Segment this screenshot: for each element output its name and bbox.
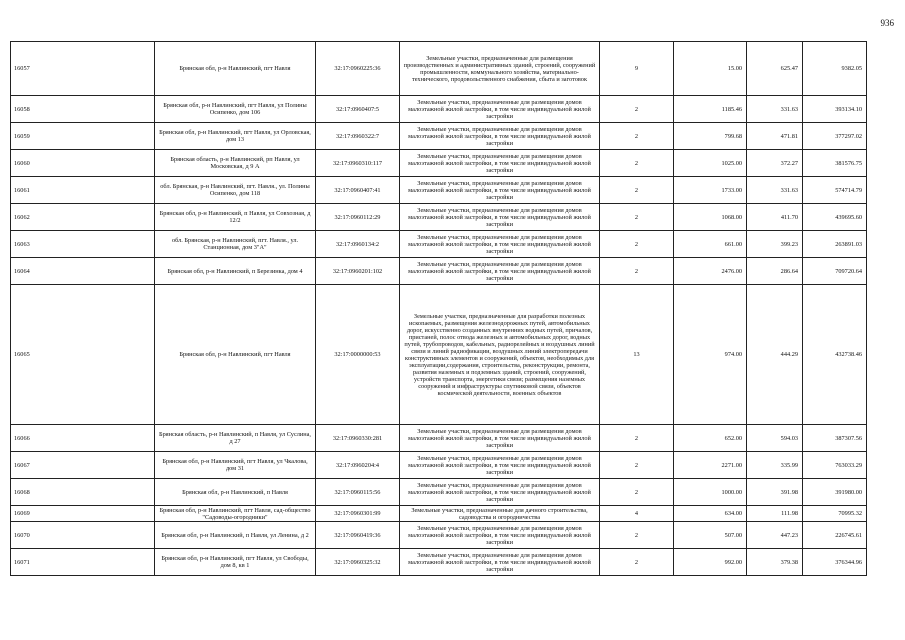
category-cell: 9: [600, 42, 674, 96]
specific-value-cell: 447.23: [747, 522, 803, 549]
cadastral-value-cell: 574714.79: [803, 177, 867, 204]
table-row: [11, 506, 867, 522]
page-number: 936: [880, 18, 894, 28]
area-cell: 634.00: [674, 506, 747, 522]
address-cell: Брянская обл, р-н Навлинский, пгт Навля, ул Свободы, дом 8, кв 1: [155, 549, 316, 576]
row-number: 16059: [11, 123, 155, 150]
row-number: 16066: [11, 425, 155, 452]
land-use-cell: Земельные участки, предназначенные для размещения домов малоэтажной жилой застройки, в том числе индивидуальной жилой застройки: [400, 177, 600, 204]
cadastral-number-cell: 32:17:0960201:102: [316, 258, 400, 285]
cadastral-number-cell: 32:17:0960115:56: [316, 479, 400, 506]
cadastral-number-cell: 32:17:0960322:7: [316, 123, 400, 150]
category-cell: 2: [600, 177, 674, 204]
land-use-cell: Земельные участки, предназначенные для размещения домов малоэтажной жилой застройки, в том числе индивидуальной жилой застройки: [400, 204, 600, 231]
address-cell: Брянская обл, р-н Навлинский, пгт Навля: [155, 285, 316, 425]
table-row: [11, 204, 867, 231]
cadastral-value-cell: 709720.64: [803, 258, 867, 285]
specific-value-cell: 471.81: [747, 123, 803, 150]
category-cell: 2: [600, 452, 674, 479]
row-number: 16070: [11, 522, 155, 549]
category-cell: 2: [600, 549, 674, 576]
row-number: 16069: [11, 506, 155, 522]
cadastral-number-cell: 32:17:0960134:2: [316, 231, 400, 258]
cadastral-value-cell: 763033.29: [803, 452, 867, 479]
table-row: [11, 258, 867, 285]
row-number: 16071: [11, 549, 155, 576]
address-cell: обл. Брянская, р-н Навлинский, пгт. Навля., ул. Полины Осипенко, дом 118: [155, 177, 316, 204]
table-row: [11, 452, 867, 479]
cadastral-number-cell: 32:17:0960325:32: [316, 549, 400, 576]
category-cell: 13: [600, 285, 674, 425]
category-cell: 2: [600, 258, 674, 285]
cadastral-value-cell: 432738.46: [803, 285, 867, 425]
specific-value-cell: 379.38: [747, 549, 803, 576]
land-use-cell: Земельные участки, предназначенные для размещения домов малоэтажной жилой застройки, в том числе индивидуальной жилой застройки: [400, 231, 600, 258]
cadastral-number-cell: 32:17:0000000:53: [316, 285, 400, 425]
cadastral-value-cell: 263891.03: [803, 231, 867, 258]
area-cell: 652.00: [674, 425, 747, 452]
land-use-cell: Земельные участки, предназначенные для дачного строительства, садоводства и огородничества: [400, 506, 600, 522]
category-cell: 4: [600, 506, 674, 522]
land-use-cell: Земельные участки, предназначенные для размещения домов малоэтажной жилой застройки, в том числе индивидуальной жилой застройки: [400, 425, 600, 452]
area-cell: 1025.00: [674, 150, 747, 177]
specific-value-cell: 372.27: [747, 150, 803, 177]
specific-value-cell: 331.63: [747, 177, 803, 204]
category-cell: 2: [600, 123, 674, 150]
specific-value-cell: 444.29: [747, 285, 803, 425]
address-cell: Брянская обл, р-н Навлинский, пгт Навля: [155, 42, 316, 96]
cadastral-value-cell: 393134.10: [803, 96, 867, 123]
area-cell: 799.68: [674, 123, 747, 150]
row-number: 16068: [11, 479, 155, 506]
address-cell: Брянская обл, р-н Навлинский, пгт Навля, сад-общество "Садоводы-огородники": [155, 506, 316, 522]
cadastral-number-cell: 32:17:0960112:29: [316, 204, 400, 231]
specific-value-cell: 335.99: [747, 452, 803, 479]
cadastral-number-cell: 32:17:0960310:117: [316, 150, 400, 177]
cadastral-number-cell: 32:17:0960301:99: [316, 506, 400, 522]
cadastral-number-cell: 32:17:0960330:281: [316, 425, 400, 452]
land-use-cell: Земельные участки, предназначенные для размещения производственных и административных зданий, строений, сооружений промышленности, коммунального хозяйства, материально-технического, продовольственного снабжения, сбыта и заготовок: [400, 42, 600, 96]
land-use-cell: Земельные участки, предназначенные для разработки полезных ископаемых, размещения железнодорожных путей, автомобильных дорог, искусственно созданных внутренних водных путей, причалов, пристаней, полос отвода железных и автомобильных дорог, водных путей, трубопроводов, кабельных, радиорелейных и воздушных линий связи и линий радиофикации, воздушных линий электропередачи конструктивных элементов и сооружений, объектов, необходимых для эксплуатации,содержания, строительства, реконструкции, ремонта, развития наземных и подземных зданий, строений, сооружений, устройств транспорта, энергетики связи; размещения наземных сооружений и инфраструктуры спутниковой связи, объектов космической деятельности, военных объектов: [400, 285, 600, 425]
area-cell: 15.00: [674, 42, 747, 96]
address-cell: Брянская область, р-н Навлинский, п Навля, ул Суслина, д 27: [155, 425, 316, 452]
cadastral-value-cell: 226745.61: [803, 522, 867, 549]
area-cell: 1185.46: [674, 96, 747, 123]
cadastral-value-cell: 387307.56: [803, 425, 867, 452]
land-use-cell: Земельные участки, предназначенные для размещения домов малоэтажной жилой застройки, в том числе индивидуальной жилой застройки: [400, 150, 600, 177]
area-cell: 1733.00: [674, 177, 747, 204]
cadastral-value-cell: 391980.00: [803, 479, 867, 506]
cadastral-number-cell: 32:17:0960225:36: [316, 42, 400, 96]
specific-value-cell: 399.23: [747, 231, 803, 258]
specific-value-cell: 391.98: [747, 479, 803, 506]
row-number: 16063: [11, 231, 155, 258]
address-cell: Брянская обл, р-н Навлинский, п Березинка, дом 4: [155, 258, 316, 285]
table-row: [11, 522, 867, 549]
address-cell: Брянская обл, р-н Навлинский, п Навля: [155, 479, 316, 506]
row-number: 16060: [11, 150, 155, 177]
category-cell: 2: [600, 96, 674, 123]
cadastral-value-cell: 381576.75: [803, 150, 867, 177]
row-number: 16058: [11, 96, 155, 123]
cadastral-value-cell: 376344.96: [803, 549, 867, 576]
table-row: [11, 42, 867, 96]
specific-value-cell: 594.03: [747, 425, 803, 452]
category-cell: 2: [600, 204, 674, 231]
specific-value-cell: 286.64: [747, 258, 803, 285]
cadastral-number-cell: 32:17:0960204:4: [316, 452, 400, 479]
address-cell: Брянская обл, р-н Навлинский, пгт Навля, ул Орловская, дом 13: [155, 123, 316, 150]
specific-value-cell: 111.98: [747, 506, 803, 522]
table-row: [11, 150, 867, 177]
address-cell: Брянская обл, р-н Навлинский, пгт Навля, ул Полины Осипенко, дом 106: [155, 96, 316, 123]
area-cell: 992.00: [674, 549, 747, 576]
cadastral-number-cell: 32:17:0960407:5: [316, 96, 400, 123]
specific-value-cell: 625.47: [747, 42, 803, 96]
table-row: [11, 96, 867, 123]
area-cell: 507.00: [674, 522, 747, 549]
land-use-cell: Земельные участки, предназначенные для размещения домов малоэтажной жилой застройки, в том числе индивидуальной жилой застройки: [400, 258, 600, 285]
area-cell: 661.00: [674, 231, 747, 258]
address-cell: Брянская обл, р-н Навлинский, п Навля, ул Ленина, д 2: [155, 522, 316, 549]
cadastral-value-cell: 70995.32: [803, 506, 867, 522]
table-row: [11, 479, 867, 506]
table-row: [11, 425, 867, 452]
table-row: [11, 177, 867, 204]
cadastral-value-table: [10, 41, 867, 576]
cadastral-value-cell: 439695.60: [803, 204, 867, 231]
cadastral-value-cell: 377297.02: [803, 123, 867, 150]
table-row: [11, 231, 867, 258]
land-use-cell: Земельные участки, предназначенные для размещения домов малоэтажной жилой застройки, в том числе индивидуальной жилой застройки: [400, 96, 600, 123]
cadastral-number-cell: 32:17:0960407:41: [316, 177, 400, 204]
cadastral-number-cell: 32:17:0960419:36: [316, 522, 400, 549]
row-number: 16062: [11, 204, 155, 231]
row-number: 16064: [11, 258, 155, 285]
land-use-cell: Земельные участки, предназначенные для размещения домов малоэтажной жилой застройки, в том числе индивидуальной жилой застройки: [400, 452, 600, 479]
row-number: 16067: [11, 452, 155, 479]
category-cell: 2: [600, 522, 674, 549]
address-cell: Брянская область, р-н Навлинский, рп Навля, ул Московская, д 9 А: [155, 150, 316, 177]
specific-value-cell: 331.63: [747, 96, 803, 123]
land-use-cell: Земельные участки, предназначенные для размещения домов малоэтажной жилой застройки, в том числе индивидуальной жилой застройки: [400, 549, 600, 576]
specific-value-cell: 411.70: [747, 204, 803, 231]
cadastral-value-cell: 9382.05: [803, 42, 867, 96]
row-number: 16065: [11, 285, 155, 425]
area-cell: 1000.00: [674, 479, 747, 506]
row-number: 16057: [11, 42, 155, 96]
land-use-cell: Земельные участки, предназначенные для размещения домов малоэтажной жилой застройки, в том числе индивидуальной жилой застройки: [400, 522, 600, 549]
category-cell: 2: [600, 150, 674, 177]
table-row: [11, 549, 867, 576]
land-use-cell: Земельные участки, предназначенные для размещения домов малоэтажной жилой застройки, в том числе индивидуальной жилой застройки: [400, 479, 600, 506]
area-cell: 2271.00: [674, 452, 747, 479]
category-cell: 2: [600, 479, 674, 506]
area-cell: 974.00: [674, 285, 747, 425]
address-cell: обл. Брянская, р-н Навлинский, пгт. Навля., ул. Станционная, дом 3"А": [155, 231, 316, 258]
area-cell: 2476.00: [674, 258, 747, 285]
table-row: [11, 285, 867, 425]
area-cell: 1068.00: [674, 204, 747, 231]
category-cell: 2: [600, 231, 674, 258]
row-number: 16061: [11, 177, 155, 204]
table-row: [11, 123, 867, 150]
address-cell: Брянская обл, р-н Навлинский, п Навля, ул Совхозная, д 12/2: [155, 204, 316, 231]
category-cell: 2: [600, 425, 674, 452]
address-cell: Брянская обл, р-н Навлинский, пгт Навля, ул Чкалова, дом 31: [155, 452, 316, 479]
land-use-cell: Земельные участки, предназначенные для размещения домов малоэтажной жилой застройки, в том числе индивидуальной жилой застройки: [400, 123, 600, 150]
